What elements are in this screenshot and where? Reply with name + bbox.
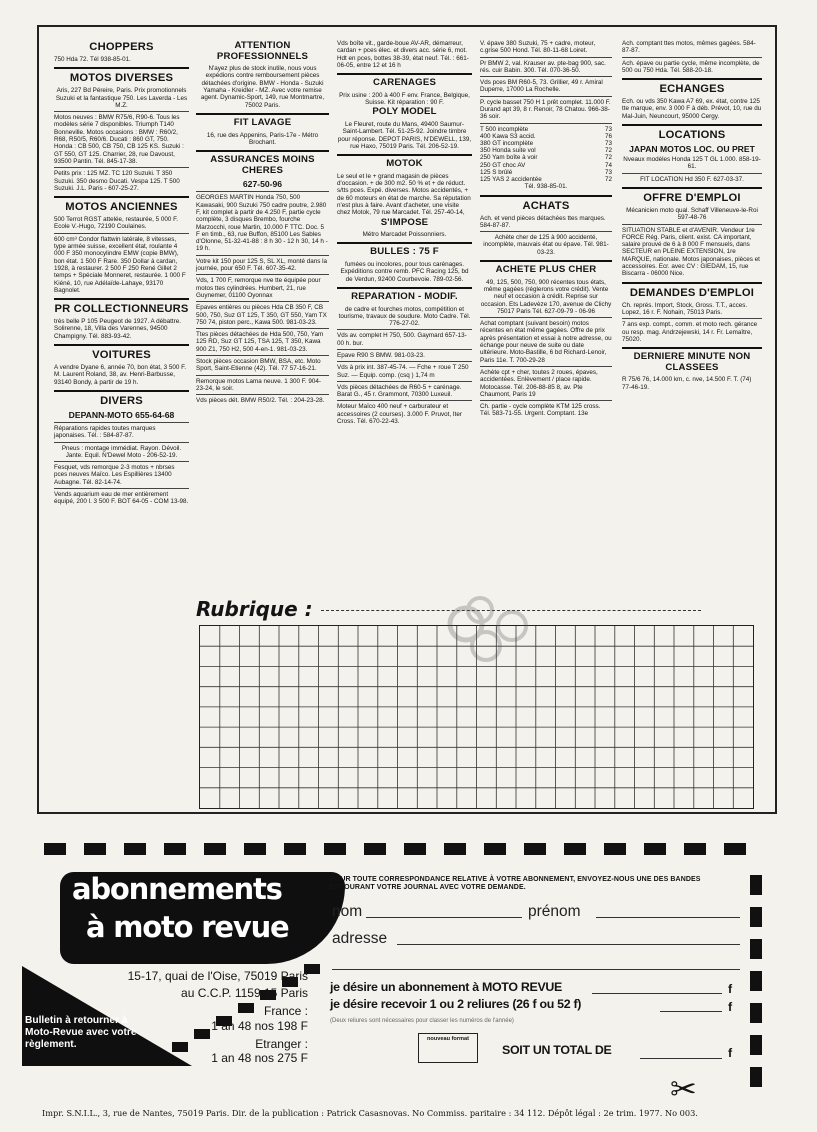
nom-input[interactable] xyxy=(366,917,522,918)
price-etranger-label: Etranger : xyxy=(255,1037,308,1051)
part-year: 72 xyxy=(604,176,612,184)
heading-locations: LOCATIONS xyxy=(622,124,762,141)
part-year: 72 xyxy=(604,154,612,162)
border-dash xyxy=(164,843,186,855)
ad-text: Ech. ou vds 350 Kawa A7 69, ex. état, contre 125 tte marque, env. 3 000 F à déb. Prévot, 10, rue du Mal-Juin, Neuncourt, 95000 Cergy. xyxy=(622,98,762,120)
ad-text: SITUATION STABLE et d'AVENIR. Vendeur 1re FORCE Rég. Paris, client. exist. CA important, salaire prouvé de 6 à 8 000 F mensuels, dans SECTEUR en PLEINE EXTENSION, 1re MARQUE, nationale. Motos japonaises, pièces et accessoires. Ecr. avec CV : GIEDAM, 15, rue Biscarra - 06000 Nice. xyxy=(622,226,760,278)
border-dash xyxy=(750,939,762,959)
subheading-phone: 627-50-96 xyxy=(242,179,283,190)
parts-list-row xyxy=(480,126,612,133)
border-dash xyxy=(750,1035,762,1055)
ad-text: Remorque motos Lama neuve. 1 300 F. 904-23-24, le soir. xyxy=(196,377,321,392)
ad-text: Ttes pièces détachées de Hda 500, 750, Yam 125 RD, Suz GT 125, TSA 125, T 350, Kawa 900 Z1, 750 H2, 500 4-en-1. 981-03-23. xyxy=(196,331,324,353)
subheading-depann: DEPANN-MOTO 655-64-68 xyxy=(68,409,175,420)
ad-text: P. cycle basset 750 H 1 prêt complet. 11.000 F. Durand apt 39, 8 r. Renoir, 78 Chatou. 966-38-36 soir. xyxy=(480,98,611,121)
ad-text: R 75/6 76, 14.000 km, c. nve, 14.500 F. T. (74) 77-46-19. xyxy=(622,376,752,391)
ad-text: Pr BMW 2, val. Krauser av. pte-bag 900, sac. rés. cuir Babin. 300. Tél. 070-36-50. xyxy=(480,59,606,74)
scissors-icon: ✂ xyxy=(670,1071,697,1107)
parts-list-row xyxy=(480,154,612,161)
total-label: SOIT UN TOTAL DE xyxy=(502,1043,612,1057)
ad-text: Epaves entières ou pièces Hda CB 350 F, CB 500, 750, Suz GT 125, T 350, GT 550, Yam TX 750 74, piston perc., Kawa 500. 981-03-23. xyxy=(196,304,327,326)
ad-text: Ch. représ. Import, Stock, Gross. T.T., acces. Lopez, 16 r. F. Nohain, 75013 Paris. xyxy=(622,301,748,316)
subscription-amount-input[interactable] xyxy=(592,993,722,994)
part-name: 125 S brûlé xyxy=(480,168,513,176)
heading-motok: MOTOK xyxy=(337,154,472,170)
border-dash xyxy=(750,971,762,991)
adresse-label: adresse xyxy=(332,930,388,947)
watermark-logo xyxy=(446,590,538,670)
bulletin-note: Bulletin à retourner à Moto-Revue avec votre règlement. xyxy=(25,1015,137,1050)
binders-note: (Deux reliures sont nécessaires pour classer les numéros de l'année) xyxy=(330,1018,514,1024)
border-dash xyxy=(124,843,146,855)
rubrique-label: Rubrique : xyxy=(196,597,313,621)
prenom-input[interactable] xyxy=(596,917,740,918)
ad-text: Moteur Maïco 400 neuf + carburateur et accessoires (2 courses). 3.000 F. Pruvot, Iter Cross. Tél. 670-22-43. xyxy=(337,403,462,426)
heading-demandes-emploi: DEMANDES D'EMPLOI xyxy=(622,282,762,299)
ad-text: Motos neuves : BMW R75/6, R90-6. Tous les modèles série 7 disponibles. Triumph T140 Bonneville. Motos occasions : BMW : R60/2, R68, R50/5, R60/6. Ducati : 860 GT, 750. Honda : CB 500, CB 750, CB 125 KS. Suzuki : GT 550, GT 125. Charrier, 28, rue Davoust, 93500 Pantin. Tél. 845-17-38. xyxy=(54,114,184,165)
part-name: 250 Yam boîte à voir xyxy=(480,154,538,162)
heading-choppers: CHOPPERS xyxy=(89,41,154,53)
price-france-label: France : xyxy=(263,1004,308,1018)
ad-text: Vds, 1 700 F, remorque nve tte équipée pour motos ttes cylindrées. Humbert, 21, rue Guynemer, 01100 Oyonnax xyxy=(196,277,321,299)
part-year: 72 xyxy=(604,147,612,155)
part-name: 400 Kawa S3 accid. xyxy=(480,132,536,140)
ad-text: de cadre et fourches motos, compétition et tourisme, travaux de soudure. Moto Cadre. Tél. 776-27-02. xyxy=(338,305,471,328)
ad-text: N'ayez plus de stock inutile, nous vous expédions contre remboursement pièces détachées d'origine. BMW - Honda - Suzuki Yamaha - Kreidler - MZ. Avec votre remise agent. Dynamic-Sport, 149, rue Montmartre, 75002 Paris. xyxy=(200,65,325,109)
binders-line: je désire recevoir 1 ou 2 reliures (26 f ou 52 f) xyxy=(330,997,582,1011)
heading-derniere-minute: DERNIERE MINUTE NON CLASSEES xyxy=(622,347,762,373)
column-4 xyxy=(480,40,612,419)
address-line-2: au C.C.P. 1159 15 Paris xyxy=(181,986,308,1000)
imprint-footer: Impr. S.N.I.L., 3, rue de Nantes, 75019 Paris. Dir. de la publication : Patrick Casasnovas. No Commiss. paritaire : 34 112. Dépôt légal : 2e trim. 1977. No 003. xyxy=(42,1108,698,1118)
heading-voitures: VOITURES xyxy=(54,344,189,361)
part-year: 76 xyxy=(604,132,612,140)
column-5 xyxy=(622,40,762,392)
ad-text: 600 cm³ Condor flattwin latérale, 8 vitesses, type armée suisse, excellent état, roulante 4 000 F 350 monocylindre EMW (copie BMW), bon état. 1 500 F Rare. 350 Dollar à cardan, 1928, à restaurer. 2 500 F 250 René Gillet 2 temps + Spéciale Monneret, restaurée. 1 000 F Kiéné, 10, rue Adélaïde-Lahaye, 93170 Bagnolet. xyxy=(54,235,186,294)
ad-text: Le seul et le + grand magasin de pièces d'occasion. + de 300 m2. 50 % et + de réduct. s/tts pces. Expé. diverses. Motos accidentés, + de 60 moteurs en état de marche. Sa réputation n'est plus à faire. Avant d'acheter, une visite chez Motok, 79 rue Marcadet. Tél. 257-40-14, xyxy=(337,172,471,217)
part-year: 73 xyxy=(604,140,612,148)
subheading-japan-motos: JAPAN MOTOS LOC. OU PRET xyxy=(629,144,755,155)
ad-text: Stock pièces occasion BMW, BSA, etc. Moto Sport, Saint-Etienne (42). Tél. 77 57-16-21. xyxy=(196,357,321,373)
subscription-line: je désire un abonnement à MOTO REVUE xyxy=(330,980,563,994)
parts-list-row xyxy=(480,162,612,169)
ad-text: Mécanicien moto qual. Schaff Villeneuve-le-Roi 597-48-76 xyxy=(626,206,758,222)
parts-list-row xyxy=(480,169,612,176)
border-dash xyxy=(724,843,746,855)
ad-text: Vds av. complet H 750, 500. Gaymard 657-13-00 h. bur. xyxy=(337,332,467,347)
heading-assurances: ASSURANCES MOINS CHERES xyxy=(196,150,329,176)
border-dash xyxy=(444,843,466,855)
adresse-input-2[interactable] xyxy=(332,969,740,970)
border-dash xyxy=(750,1003,762,1023)
part-year: 73 xyxy=(604,168,612,176)
parts-list-row xyxy=(480,176,612,183)
ad-text: Vds à prix int. 387-45-74. — Fche + roue T 250 Suz. — Equip. comp. (csq ) 1,74 m xyxy=(337,364,469,379)
ad-text: A vendre Dyane 6, année 70, bon état, 3 500 F. M. Laurent Roland, 38, av. Henri-Barbusse, 93140 Bondy, à partir de 19 h. xyxy=(54,364,186,386)
nom-label: nom xyxy=(332,903,363,920)
ad-text: Vds pièces dét. BMW R50/2. Tél. : 204-23-28. xyxy=(196,397,325,405)
ad-text: Tél. 938-85-01. xyxy=(524,183,568,191)
heading-collectionneurs: PR COLLECTIONNEURS xyxy=(54,298,189,315)
ad-text: Vds boîte vit., garde-boue AV-AR, démarreur, cardan + pces élec. et divers acc. série 6, mot. Hdt en pces, bottes 38-39, état neuf. Tél. : 661-06-05, entre 12 et 16 h xyxy=(337,40,469,69)
ad-text: 49, 125, 500, 750, 900 récentes tous états, même gagées (réglerons votre crédit). Vente neuf et occasion à crédit. Reprise sur occasion. Ets Ladevèze 170, avenue de Clichy 75017 Paris Tél. 627-09-79 - 06-96 xyxy=(480,278,612,315)
form-instructions: POUR TOUTE CORRESPONDANCE RELATIVE À VOTRE ABONNEMENT, ENVOYEZ-NOUS UNE DES BANDES ENTOURANT VOTRE JOURNAL AVEC VOTRE DEMANDE. xyxy=(330,876,701,891)
part-name: 350 Honda suite vol xyxy=(480,147,536,155)
ad-text: Métro Marcadet Poissonniers. xyxy=(362,231,447,239)
border-dash xyxy=(44,843,66,855)
ad-text: Prix usine : 200 à 400 F env. France, Belgique, Suisse. Kit réparation : 90 F. xyxy=(339,91,470,107)
total-input[interactable] xyxy=(640,1058,722,1059)
f-unit-1: f xyxy=(728,982,732,996)
ad-text: Achète cpt + cher, toutes 2 roues, épaves, accidentées. Enlèvement / place rapide. Motocasse. Tél. 206-88-85 8, av. Pte Chaumont, Paris 19 xyxy=(480,368,598,398)
column-2 xyxy=(196,40,329,405)
ad-text: 16, rue des Appenins, Paris-17e - Métro Brochant. xyxy=(206,131,319,146)
adresse-input-1[interactable] xyxy=(397,944,740,945)
parts-list-row xyxy=(480,140,612,147)
heading-achats: ACHATS xyxy=(480,195,612,212)
border-dash xyxy=(750,875,762,895)
ad-text: Pneus : montage immédiat. Rayon. Dévoil. Jante. Equil. N'Dewel Moto - 206-52-19. xyxy=(61,444,182,459)
part-name: 380 GT incomplète xyxy=(480,140,534,148)
border-dash xyxy=(564,843,586,855)
column-1 xyxy=(54,40,189,507)
ad-text: Vds pièces détachées de R60-5 + carénage. Barat G., 45 r. Grammont, 70300 Luxeuil. xyxy=(337,383,462,399)
ad-text: Ch. partie - cycle complète KTM 125 cross. Tél. 583-71-55. Urgent. Comptant. 13e xyxy=(480,403,601,418)
ad-text: Petits prix : 125 MZ. TC 120 Suzuki. T 350 Suzuki. 350 desmo Ducati. Vespa 125. T 500 Suzuki. J.L. Paris - 607-25-27. xyxy=(54,170,180,192)
border-dash xyxy=(750,907,762,927)
heading-divers: DIVERS xyxy=(54,390,189,407)
address-line-1: 15-17, quai de l'Oise, 75019 Paris xyxy=(127,969,308,983)
part-year: 74 xyxy=(604,161,612,169)
heading-motos-diverses: MOTOS DIVERSES xyxy=(54,67,189,84)
banner-line-1: abonnements xyxy=(72,872,282,906)
heading-offre-emploi: OFFRE D'EMPLOI xyxy=(622,187,762,204)
column-3 xyxy=(337,40,472,426)
border-dash xyxy=(604,843,626,855)
border-dash xyxy=(84,843,106,855)
heading-motos-anciennes: MOTOS ANCIENNES xyxy=(54,196,189,213)
new-format-badge: nouveau format xyxy=(418,1033,478,1063)
ad-text: Votre kit 150 pour 125 S, SL XL, monté dans la journée, pour 650 F. Tél. 607-35-42. xyxy=(196,257,328,273)
heading-carenages: CARENAGES xyxy=(337,73,472,89)
subscription-form xyxy=(330,876,740,892)
border-dash xyxy=(484,843,506,855)
ad-text: fumées ou incolores, pour tous carénages. Expéditions contre remb. PFC Racing 125, bd de Verdun, 92400 Courbevoie. 789-02-56. xyxy=(340,261,469,283)
heading-attention: ATTENTION PROFESSIONNELS xyxy=(216,40,309,62)
part-name: 125 YAS 2 accidentée xyxy=(480,176,542,184)
subscription-banner xyxy=(60,872,345,964)
border-dash xyxy=(404,843,426,855)
border-dash xyxy=(750,1067,762,1087)
border-dash xyxy=(244,843,266,855)
banner-line-2: à moto revue xyxy=(86,910,289,944)
heading-fit-lavage: FIT LAVAGE xyxy=(196,113,329,129)
f-unit-2: f xyxy=(728,1000,732,1014)
border-dash xyxy=(364,843,386,855)
parts-list xyxy=(480,126,612,184)
ad-text: Ach. et vend pièces détachées ttes marques. 584-87-87. xyxy=(480,214,606,229)
border-dash xyxy=(324,843,346,855)
ad-text: Aris, 227 Bd Péreire, Paris. Prix promotionnels Suzuki et la fantastique 750. Les Laverda - Les M.Z. xyxy=(55,87,188,109)
ad-text: Nveaux modèles Honda 125 T GL 1.000. 858-19-61. xyxy=(623,156,761,171)
border-dash xyxy=(524,843,546,855)
ad-text: Ach. comptant ttes motos, mêmes gagées. 584-87-87. xyxy=(622,40,756,55)
ad-text: Epave R90 S BMW. 981-03-23. xyxy=(337,351,425,359)
ad-text: 750 Hda 72. Tél 938-85-01. xyxy=(54,56,131,63)
ad-text: très belle P 105 Peugeot de 1927. A débattre. Solirenne, 18, Villa des Varennes, 94500 Champigny. Tél. 883-93-42. xyxy=(54,318,181,340)
ad-text: Le Fleuret, route du Mans, 49400 Saumur-Saint-Lambert. Tél. 51-25-92. Joindre timbre pour réponse. DEPOT PARIS, N'DEWELL, 139, rue Haxo, 75019 Paris. Tél. 206-52-19. xyxy=(337,120,472,150)
border-dash xyxy=(644,843,666,855)
heading-bulles: BULLES : 75 F xyxy=(337,242,472,258)
ad-text: Achat comptant (suivant besoin) motos récentes en état même gagées. Offre de prix après présentation et essai à notre adresse, ou échange pour neuve de suite ou date ultérieure. Moto-Bastille, 6 bd Richard-Lenoir, Paris 11e. T. 700-29-28 xyxy=(480,320,612,364)
border-dash xyxy=(684,843,706,855)
ad-text: Réparations rapides toutes marques japonaises. Tél. : 584-87-87. xyxy=(54,424,156,440)
ad-text: Vends aquarium eau de mer entièrement équipé, 200 l. 3 500 F. BOT 64-05 - COM 13-98. xyxy=(54,490,189,506)
f-unit-3: f xyxy=(728,1046,732,1060)
heading-poly-model: POLY MODEL xyxy=(372,106,437,118)
binders-amount-input[interactable] xyxy=(660,1011,722,1012)
ad-text: V. épave 380 Suzuki, 75 + cadre, moteur, c.grise 500 Hond. Tél. 80-11-68 Loiret. xyxy=(480,40,596,55)
ad-text: Ach. épave ou partie cycle, même incomplète, de 500 ou 750 Hda. Tél. 588-20-18. xyxy=(622,59,760,74)
ad-text: Vds pces BM R60-5, 73. Grillier, 49 r. Amiral Duperre, 17000 La Rochelle. xyxy=(480,79,603,94)
prenom-label: prénom xyxy=(528,903,581,920)
parts-list-row xyxy=(480,147,612,154)
heading-achete-plus-cher: ACHETE PLUS CHER xyxy=(480,260,612,276)
part-name: T 500 incomplète xyxy=(480,125,529,133)
price-france: 1 an 48 nos 198 F xyxy=(211,1019,308,1033)
part-year: 73 xyxy=(604,125,612,133)
parts-list-row xyxy=(480,133,612,140)
ad-text: GEORGES MARTIN Honda 750, 500 Kawasaki, 900 Suzuki 750 cadre poutre, 2.980 F, kit complet à partir de 4.250 F, partie cycle complète, 3 disques Brembo, fourche Marzocchi, roue Martin, 10.000 F TTC. Doc. 5 F en timb., 63, rue Buffon, 85100 Les Sables d'Olonne, 51-32-41-88 : 8 h 30 - 12 h 30, 14 h - 19 h. xyxy=(196,194,328,253)
border-dash xyxy=(204,843,226,855)
border-dash xyxy=(284,843,306,855)
ad-text: 7 ans exp. compt., comm. et moto rech. gérance ou resp. mag. Andrzejewski, 14 r. Fr. Lemaître, 75020. xyxy=(622,321,758,343)
ad-text: Fesquet, vds remorque 2-3 motos + nbrses pces neuves Maïco. Les Espillières 13400 Aubagne. Tél. 82-14-74. xyxy=(54,464,175,486)
ad-text: Achète cher de 125 à 900 accidenté, incomplète, mauvais état ou épave. Tél. 981-03-23. xyxy=(483,234,609,256)
ad-text: 500 Terrot RGST attelée, restaurée, 5 000 F. Ecole V.-Hugo, 72190 Coulaines. xyxy=(54,216,179,231)
heading-simpose: S'IMPOSE xyxy=(380,216,429,228)
ad-text: FIT LOCATION Hd 350 F. 627-03-37. xyxy=(640,175,744,183)
price-etranger: 1 an 48 nos 275 F xyxy=(211,1051,308,1065)
heading-echanges: ECHANGES xyxy=(622,78,762,95)
part-name: 250 GT choc AV xyxy=(480,161,526,169)
heading-reparation: REPARATION - MODIF. xyxy=(337,287,472,303)
